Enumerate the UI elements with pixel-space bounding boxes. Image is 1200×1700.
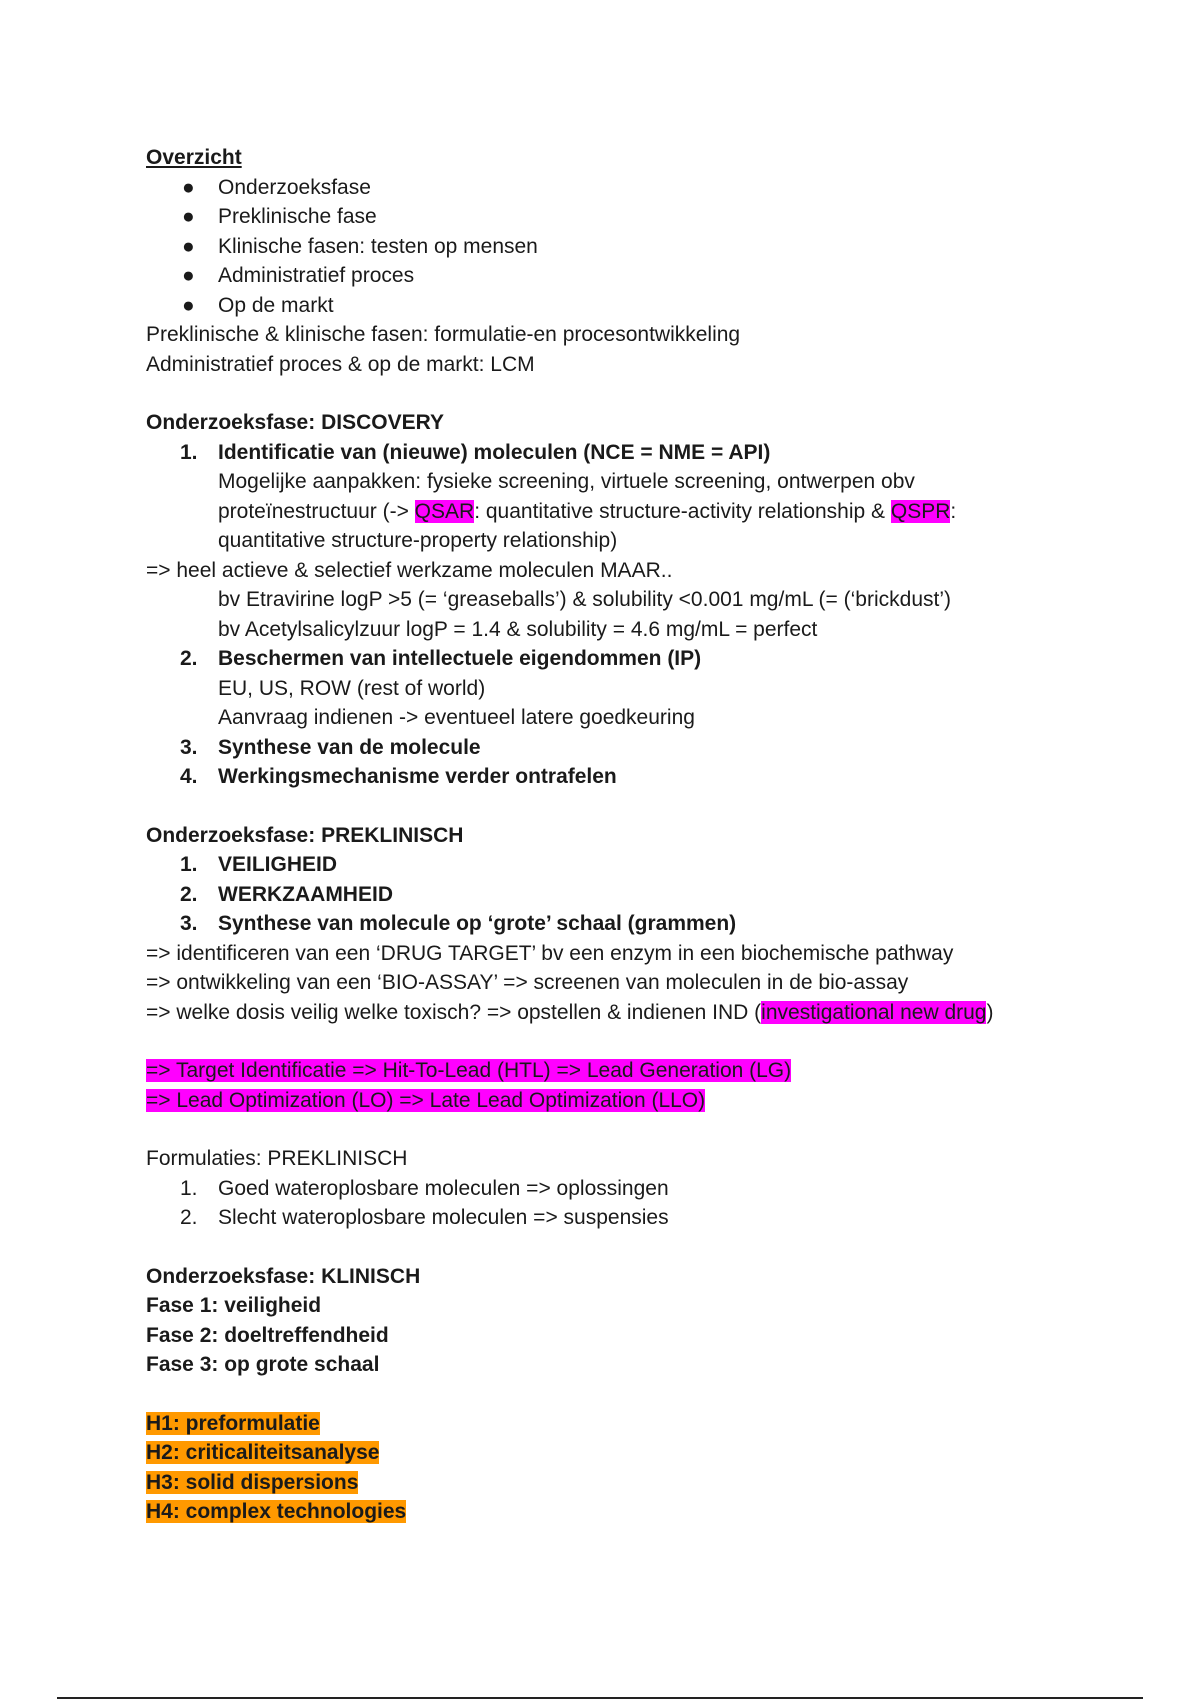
discovery-example: bv Etravirine logP >5 (= ‘greaseballs’) & solubility <0.001 mg/mL (= (‘brickdust’) [218, 588, 951, 611]
discovery-item-1-text: Mogelijke aanpakken: fysieke screening, virtuele screening, ontwerpen obv [218, 470, 915, 493]
overview-note: Preklinische & klinische fasen: formulatie-en procesontwikkeling [146, 323, 741, 346]
ind-highlight: investigational new drug [761, 1000, 987, 1024]
discovery-item-2: 2. Beschermen van intellectuele eigendommen (IP) [180, 647, 702, 670]
klinisch-title: Onderzoeksfase: KLINISCH [146, 1264, 421, 1288]
qsar-highlight: QSAR [414, 499, 475, 523]
preklinisch-arrow-note: => identificeren van een ‘DRUG TARGET’ bv een enzym in een biochemische pathway [146, 941, 954, 965]
discovery-item-1: 1. Identificatie van (nieuwe) moleculen (NCE = NME = API) [180, 440, 771, 464]
footer-divider [57, 1697, 1143, 1699]
overview-title: Overzicht [146, 146, 242, 169]
bullet-icon: ● [182, 234, 195, 258]
formulaties-item: 2. Slecht wateroplosbare moleculen => suspensies [180, 1206, 669, 1229]
chapter-line: H2: criticaliteitsanalyse [146, 1441, 380, 1464]
klinisch-phase: Fase 2: doeltreffendheid [146, 1323, 389, 1347]
bullet-icon: ● [182, 293, 195, 317]
document-content [146, 143, 1156, 1527]
discovery-item-1-text: proteïnestructuur (-> QSAR: quantitative structure-activity relationship & QSPR: [218, 499, 957, 523]
bullet-icon: ● [182, 175, 195, 199]
preklinisch-item: 2. WERKZAAMHEID [180, 882, 393, 906]
preklinisch-title: Onderzoeksfase: PREKLINISCH [146, 823, 464, 847]
formulaties-title: Formulaties: PREKLINISCH [146, 1147, 408, 1170]
discovery-item-2-text: EU, US, ROW (rest of world) [218, 676, 486, 700]
klinisch-phase: Fase 1: veiligheid [146, 1294, 322, 1317]
flow-line: => Lead Optimization (LO) => Late Lead Optimization (LLO) [146, 1088, 706, 1112]
overview-item: ● Op de markt [146, 291, 1156, 321]
overview-note: Administratief proces & op de markt: LCM [146, 352, 535, 376]
discovery-example: bv Acetylsalicylzuur logP = 1.4 & solubility = 4.6 mg/mL = perfect [218, 617, 818, 641]
bullet-icon: ● [182, 264, 195, 287]
discovery-item-1-text: quantitative structure-property relationship) [218, 529, 618, 552]
chapter-line: H4: complex technologies [146, 1500, 407, 1523]
discovery-item-4: 4. Werkingsmechanisme verder ontrafelen [180, 765, 617, 788]
discovery-arrow-note: => heel actieve & selectief werkzame moleculen MAAR.. [146, 558, 673, 582]
preklinisch-item: 1. VEILIGHEID [180, 853, 338, 876]
overview-item: ● Preklinische fase [146, 202, 1156, 232]
overview-item: ● Klinische fasen: testen op mensen [146, 232, 1156, 262]
discovery-title: Onderzoeksfase: DISCOVERY [146, 411, 444, 434]
preklinisch-arrow-note: => welke dosis veilig welke toxisch? => opstellen & indienen IND (investigational new drug) [146, 1000, 994, 1024]
chapter-line: H1: preformulatie [146, 1411, 320, 1435]
overview-item: ● Onderzoeksfase [146, 173, 1156, 203]
klinisch-phase: Fase 3: op grote schaal [146, 1353, 380, 1376]
overview-item: ● Administratief proces [146, 261, 1156, 291]
formulaties-item: 1. Goed wateroplosbare moleculen => oplossingen [180, 1176, 669, 1200]
preklinisch-item: 3. Synthese van molecule op ‘grote’ schaal (grammen) [180, 912, 737, 935]
bullet-icon: ● [182, 205, 195, 228]
flow-line: => Target Identificatie => Hit-To-Lead (HTL) => Lead Generation (LG) [146, 1059, 792, 1082]
discovery-item-3: 3. Synthese van de molecule [180, 735, 481, 759]
qspr-highlight: QSPR [890, 499, 951, 523]
discovery-item-2-text: Aanvraag indienen -> eventueel latere goedkeuring [218, 706, 695, 729]
preklinisch-arrow-note: => ontwikkeling van een ‘BIO-ASSAY’ => screenen van moleculen in de bio-assay [146, 971, 909, 994]
chapter-line: H3: solid dispersions [146, 1470, 359, 1494]
